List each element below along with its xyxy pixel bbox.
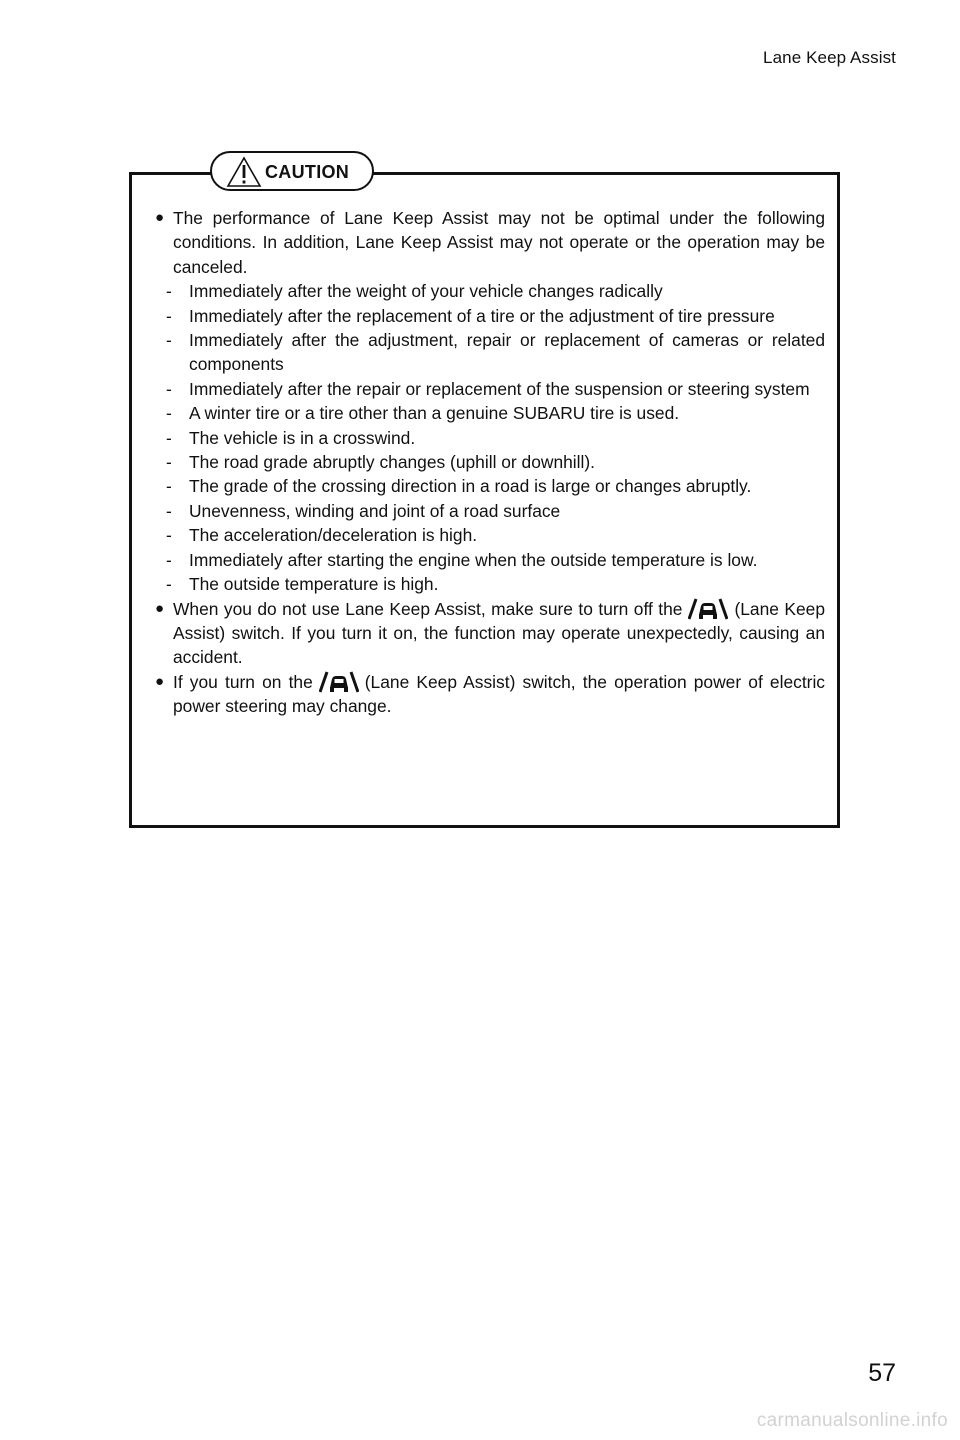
condition-item bbox=[155, 279, 825, 303]
caution-content bbox=[155, 206, 825, 719]
condition-item bbox=[155, 548, 825, 572]
condition-item bbox=[155, 426, 825, 450]
bullet-text-before-icon: If you turn on the bbox=[173, 671, 313, 692]
condition-text: Unevenness, winding and joint of a road surface bbox=[189, 500, 561, 521]
bullet-mark: ● bbox=[155, 672, 165, 690]
caution-bullet-3 bbox=[155, 670, 825, 719]
condition-item bbox=[155, 499, 825, 523]
bullet-mark: ● bbox=[155, 209, 165, 226]
page-number: 57 bbox=[868, 1359, 896, 1387]
condition-item bbox=[155, 377, 825, 401]
warning-triangle-icon bbox=[226, 156, 262, 188]
lane-keep-assist-icon bbox=[319, 671, 359, 693]
condition-text: The grade of the crossing direction in a road is large or changes abruptly. bbox=[189, 476, 752, 497]
dash-mark: - bbox=[166, 281, 172, 302]
dash-mark: - bbox=[166, 330, 172, 351]
dash-mark: - bbox=[166, 549, 172, 570]
watermark-text: carmanualsonline.info bbox=[756, 1410, 948, 1431]
dash-mark: - bbox=[166, 476, 172, 497]
bullet-text: The performance of Lane Keep Assist may not be optimal under the following conditions. In addition, Lane Keep Assist may not operate or the operation may be canceled. bbox=[173, 208, 825, 277]
condition-text: A winter tire or a tire other than a genuine SUBARU tire is used. bbox=[189, 403, 680, 424]
condition-text: The acceleration/deceleration is high. bbox=[189, 525, 478, 546]
bullet-text-after-icon: (Lane Keep Assist) switch. If you turn it on, the function may operate unexpectedly, causing an accident. bbox=[173, 598, 825, 668]
dash-mark: - bbox=[166, 403, 172, 424]
condition-text: The road grade abruptly changes (uphill or downhill). bbox=[189, 452, 596, 473]
bullet-text-after-icon: (Lane Keep Assist) switch, the operation power of electric power steering may change. bbox=[173, 671, 825, 717]
condition-item bbox=[155, 450, 825, 474]
running-head-title: Lane Keep Assist bbox=[763, 48, 896, 67]
bullet-text-before-icon: When you do not use Lane Keep Assist, make sure to turn off the bbox=[173, 598, 683, 619]
condition-text: The outside temperature is high. bbox=[189, 574, 439, 595]
condition-item bbox=[155, 572, 825, 596]
condition-text: Immediately after the repair or replacement of the suspension or steering system bbox=[189, 378, 810, 399]
condition-item bbox=[155, 328, 825, 377]
condition-text: Immediately after the replacement of a tire or the adjustment of tire pressure bbox=[189, 305, 775, 326]
condition-item bbox=[155, 401, 825, 425]
condition-text: Immediately after the adjustment, repair or replacement of cameras or related components bbox=[189, 330, 825, 375]
condition-text: Immediately after the weight of your vehicle changes radically bbox=[189, 281, 663, 302]
dash-mark: - bbox=[166, 574, 172, 595]
condition-text: The vehicle is in a crosswind. bbox=[189, 427, 416, 448]
condition-text: Immediately after starting the engine when the outside temperature is low. bbox=[189, 549, 758, 570]
dash-mark: - bbox=[166, 452, 172, 473]
caution-tab bbox=[210, 151, 374, 191]
condition-item bbox=[155, 474, 825, 498]
caution-bullet-1 bbox=[155, 206, 825, 279]
bullet-mark: ● bbox=[155, 599, 165, 617]
dash-mark: - bbox=[166, 500, 172, 521]
condition-item bbox=[155, 304, 825, 328]
condition-item bbox=[155, 523, 825, 547]
dash-mark: - bbox=[166, 525, 172, 546]
caution-bullet-2 bbox=[155, 597, 825, 670]
dash-mark: - bbox=[166, 427, 172, 448]
lane-keep-assist-icon bbox=[688, 598, 728, 620]
dash-mark: - bbox=[166, 378, 172, 399]
dash-mark: - bbox=[166, 305, 172, 326]
caution-label: CAUTION bbox=[265, 162, 350, 182]
